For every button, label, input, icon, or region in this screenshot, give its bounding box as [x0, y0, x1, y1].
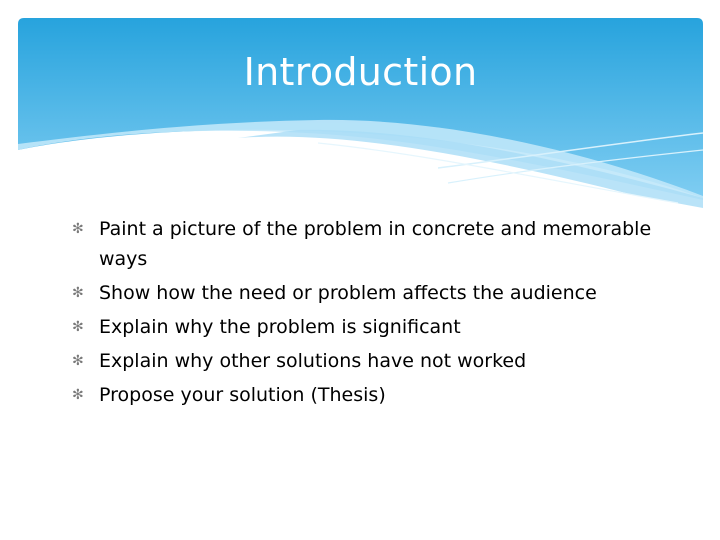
- asterisk-icon: ✻: [72, 319, 84, 335]
- header-band: [18, 18, 703, 218]
- header-wave-graphic: [18, 18, 703, 218]
- list-item: [72, 278, 672, 308]
- list-item: [72, 214, 672, 274]
- slide-title: Introduction: [243, 50, 478, 94]
- asterisk-icon: ✻: [72, 353, 84, 369]
- bullet-text: Propose your solution (Thesis): [99, 384, 386, 406]
- bullet-list: [72, 214, 672, 414]
- bullet-text: Explain why the problem is significant: [99, 316, 461, 338]
- list-item: [72, 312, 672, 342]
- list-item: [72, 380, 672, 410]
- bullet-text: Explain why other solutions have not worked: [99, 350, 527, 372]
- asterisk-icon: ✻: [72, 387, 84, 403]
- asterisk-icon: ✻: [72, 221, 84, 237]
- bullet-text: Show how the need or problem affects the audience: [99, 282, 597, 304]
- bullet-text: Paint a picture of the problem in concrete and memorable ways: [99, 218, 652, 270]
- list-item: [72, 346, 672, 376]
- asterisk-icon: ✻: [72, 285, 84, 301]
